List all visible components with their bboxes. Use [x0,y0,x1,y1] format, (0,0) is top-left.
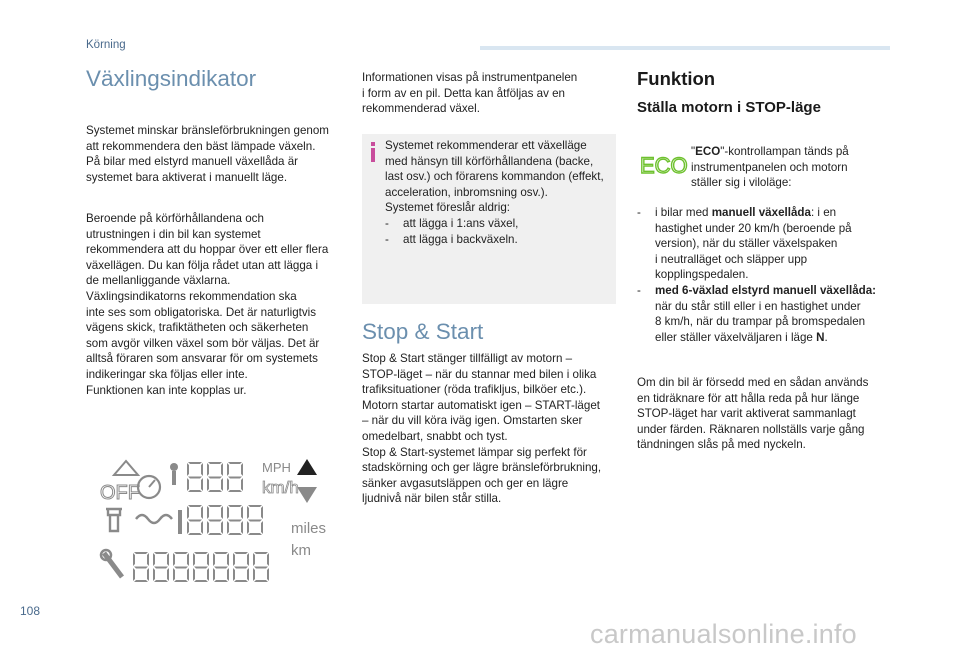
text-line: systemet bara aktiverat i manuellt läge. [86,170,288,184]
eco-description [691,144,891,191]
text-line: Funktionen kan inte kopplas ur. [86,383,247,397]
quote-mark: " [691,145,696,158]
text-line: sänker avgasutsläppen och ger en lägre [362,476,569,490]
text-line: Systemet minskar bränsleförbrukningen genom [86,124,329,137]
text-line: i neutralläget och släpper upp [655,252,808,266]
text-line: version), när du ställer växelspaken [655,237,838,251]
section-label: Körning [86,39,126,51]
up-arrow-icon [297,459,317,475]
text-line: Växlingsindikatorns rekommendation ska [86,289,297,303]
text-line: tändningen slås på med nyckeln. [637,438,806,452]
text-line: växellägen. Du kan följa rådet utan att lägga i [86,258,319,272]
text-line: Motorn startar automatiskt igen – START-läget [362,398,600,412]
page-title: Växlingsindikator [86,66,257,91]
kmh-label: km/h [262,478,299,497]
info-box-text [385,138,613,247]
stop-mode-subtitle: Ställa motorn i STOP-läge [637,99,821,116]
text-line: last osv.) och förarens kommandon (effekt, [385,170,604,184]
text-line: omedelbart, snabbt och tyst. [362,429,508,443]
digit-group-speed [187,462,243,492]
eco-bold-label: ECO [695,145,721,158]
watermark: carmanualsonline.info [590,619,857,649]
gear-shift-display-illustration [94,457,334,589]
digit-group-odometer [133,552,269,582]
list-item-text: att lägga i backväxeln. [403,232,518,246]
text-line: 8 km/h, när du trampar på bromspedalen [655,315,866,329]
wrench-icon [101,550,122,577]
indicator-dot-icon [170,463,178,471]
text-line: ställer sig i viloläge: [691,176,792,190]
bold-term: med 6-växlad elstyrd manuell växellåda: [655,283,877,297]
text-line: – när du vill köra iväg igen. Omstarten sker [362,414,583,428]
km-label: km [291,542,311,559]
miles-label: miles [291,520,327,537]
text-line: Stop & Start-systemet lämpar sig perfekt för [362,445,587,459]
eco-icon [640,150,688,180]
text-fragment: eller ställer växelväljaren i läge [655,330,817,344]
text-line: de mellanliggande växlarna. [86,274,231,288]
bold-term: N [816,330,825,344]
text-line: vägens skick, trafiktätheten och säkerheten [86,321,309,335]
paragraph-stop-start [362,351,616,507]
bold-term: manuell växellåda [711,206,811,219]
list-item [637,283,897,299]
wrench-warning-icon [114,461,138,475]
svg-text:ECO: ECO [640,153,688,178]
list-dash: - [385,216,389,230]
text-line: Stop & Start stänger tillfälligt av motorn – [362,352,573,365]
text-line: Om din bil är försedd med en sådan används [637,376,869,389]
text-line: STOP-läget – när du stannar med bilen i olika [362,367,597,381]
stop-start-title: Stop & Start [362,319,484,344]
text-line: alltså föraren som ansvarar för om systemets [86,352,318,366]
digit-group-trip [178,505,263,535]
text-line [637,330,897,346]
service-icon [106,509,122,531]
text-line: Systemet föreslår aldrig: [385,201,511,215]
text-line: trafiksituationer (röda trafikljus, bilköer etc.). [362,383,587,397]
text-line: en tidräknare för att hålla reda på hur länge [637,391,860,405]
paragraph-timer [637,375,897,453]
text-fragment: . [824,330,828,344]
text-line: På bilar med elstyrd manuell växellåda är [86,155,299,169]
page-number: 108 [20,604,41,618]
text-line: kopplingspedalen. [655,268,749,282]
text-line: med hänsyn till körförhållandena (backe, [385,154,594,168]
text-line: rekommendera att du hoppar över ett eller flera [86,243,329,257]
glow-plug-icon [136,515,172,523]
text-fragment: "-kontrollampan tänds på [720,145,849,158]
paragraph-display-info [362,70,616,117]
off-label: OFF [100,482,140,504]
text-line: i form av en pil. Detta kan åtföljas av en [362,86,565,100]
list-item [385,232,613,248]
text-line: att rekommendera den bäst lämpade växeln. [86,139,316,153]
down-arrow-icon [297,487,317,503]
text-line: rekommenderad växel. [362,102,480,116]
list-dash: - [637,206,641,219]
paragraph-recommendation [86,211,348,398]
text-fragment: i bilar med [655,206,712,219]
list-item [637,205,897,221]
text-line: indikeringar ska följas eller inte. [86,367,248,381]
text-line: Informationen visas på instrumentpanelen [362,71,578,84]
text-line [691,144,891,160]
list-item [385,216,613,232]
list-dash: - [385,232,389,246]
text-line: STOP-läget har varit aktiverat sammanlagt [637,407,856,421]
text-line: Systemet rekommenderar ett växelläge [385,139,587,152]
text-line: stadskörning och ger lägre bränsleförbrukning, [362,461,602,475]
text-line: inte ses som obligatoriska. Det är naturligtvis [86,305,317,319]
text-line: hastighet under 20 km/h (beroende på [655,221,852,235]
text-line: när du står still eller i en hastighet under [655,299,861,313]
text-line: Beroende på körförhållandena och [86,212,264,225]
header-bar [480,46,890,50]
text-fragment: : i en [810,206,837,219]
text-line: utrustningen i din bil kan systemet [86,227,261,241]
stop-conditions-list [637,205,897,345]
text-line: under färden. Räknaren nollställs varje gång [637,422,865,436]
text-line: instrumentpanelen och motorn [691,160,848,174]
function-title: Funktion [637,68,716,89]
info-icon [367,142,379,162]
list-dash: - [637,283,641,297]
paragraph-intro [86,123,348,185]
text-line: ljudnivå när bilen står stilla. [362,492,502,506]
text-line: acceleration, inbromsning osv.). [385,185,548,199]
list-item-text: att lägga i 1:ans växel, [403,216,519,230]
mph-label: MPH [262,460,291,475]
text-line: som avgör vilken växel som bör väljas. Det är [86,336,320,350]
